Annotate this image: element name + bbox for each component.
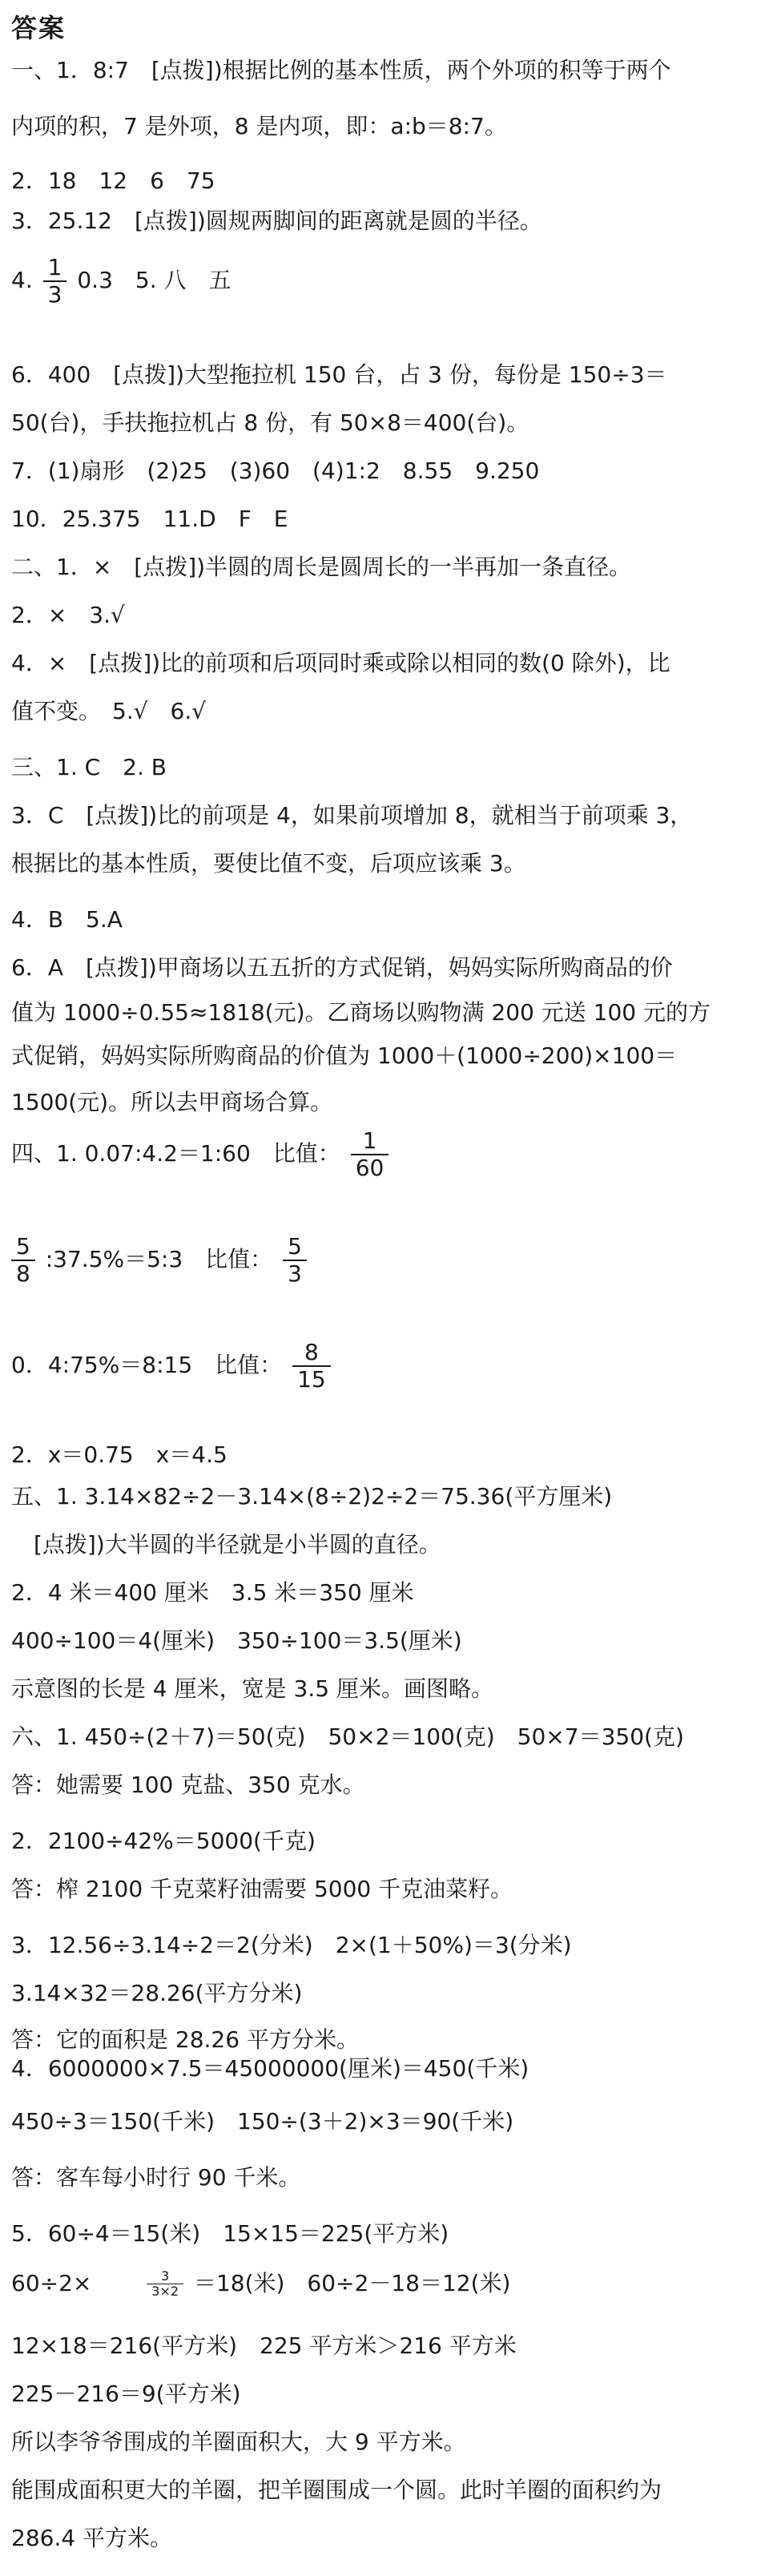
answer-line: 2．x＝0.75 x＝4.5 [11,1441,227,1468]
fraction-denominator: 3×2 [147,2284,183,2299]
answer-line: 示意图的长是 4 厘米，宽是 3.5 厘米。画图略。 [11,1675,493,1702]
answer-line: 式促销，妈妈实际所购商品的价值为 1000＋(1000÷200)×100＝ [11,1042,678,1069]
fraction-numerator: 1 [47,254,62,280]
page-title: 答案 [11,13,66,43]
text-segment: 0．4:75%＝8:15 比值： [11,1352,283,1379]
answer-line: 三、1. C 2. B [11,754,167,780]
answer-line: 3．12.56÷3.14÷2＝2(分米) 2×(1＋50%)＝3(分米) [11,1932,572,1958]
answer-line: 二、1．× [点拨])半圆的周长是圆周长的一半再加一条直径。 [11,554,632,580]
answer-line: 4．× [点拨])比的前项和后项同时乘或除以相同的数(0 除外)，比 [11,650,670,676]
fraction [43,255,67,308]
answer-line: 3．25.12 [点拨])圆规两脚间的距离就是圆的半径。 [11,208,542,234]
fraction-denominator: 15 [292,1365,331,1393]
fraction [11,1234,35,1287]
fraction [283,1234,307,1287]
answer-line: 225－216＝9(平方米) [11,2380,241,2407]
answer-line: 能围成面积更大的羊圈，把羊圈围成一个圆。此时羊圈的面积约为 [11,2477,662,2503]
answer-line: 6．A [点拨])甲商场以五五折的方式促销，妈妈实际所购商品的价 [11,954,673,981]
fraction-denominator: 8 [11,1260,35,1287]
answer-line: 一、1．8:7 [点拨])根据比例的基本性质，两个外项的积等于两个 [11,57,671,83]
text-segment: 0.3 5. 八 五 [77,267,232,294]
answer-line: 4．6000000×7.5＝45000000(厘米)＝450(千米) [11,2055,529,2082]
fraction-denominator: 3 [283,1260,307,1287]
answer-line: 2．18 12 6 75 [11,167,215,194]
answer-line-fraction [11,1234,747,1287]
text-segment: :37.5%＝5:3 比值： [45,1246,273,1273]
answer-line: 6．400 [点拨])大型拖拉机 150 台，占 3 份，每份是 150÷3＝ [11,361,667,388]
fraction [147,2269,183,2300]
answer-line: 2．× 3.√ [11,602,125,628]
text-segment: 4. [11,267,33,294]
answer-line: 值为 1000÷0.55≈1818(元)。乙商场以购物满 200 元送 100 元的方 [11,999,711,1026]
answer-line: 10．25.375 11.D F E [11,506,288,532]
fraction-numerator: 5 [16,1233,30,1260]
fraction [292,1340,331,1393]
answer-line-fraction [11,1340,747,1393]
text-segment: ＝18(米) 60÷2－18＝12(米) [193,2269,511,2296]
answer-line: [点拨])大半圆的半径就是小半圆的直径。 [11,1531,441,1558]
answer-line: 3．C [点拨])比的前项是 4，如果前项增加 8，就相当于前项乘 3， [11,802,693,828]
fraction-numerator: 3 [161,2268,170,2284]
fraction-denominator: 3 [43,280,67,308]
answer-line: 3.14×32＝28.26(平方分米) [11,1980,303,2006]
answer-line: 值不变。 5.√ 6.√ [11,698,207,724]
answer-line-fraction [11,255,747,308]
answer-line: 2．2100÷42%＝5000(千克) [11,1828,316,1854]
answer-line: 根据比的基本性质，要使比值不变，后项应该乘 3。 [11,850,526,877]
fraction-numerator: 8 [304,1339,319,1365]
answer-line: 1500(元)。所以去甲商场合算。 [11,1089,333,1115]
answer-line: 内项的积，7 是外项，8 是内项，即：a:b＝8:7。 [11,113,507,139]
fraction-numerator: 5 [288,1233,302,1260]
answer-line: 7．(1)扇形 (2)25 (3)60 (4)1:2 8.55 9.250 [11,458,540,484]
answer-line: 六、1. 450÷(2＋7)＝50(克) 50×2＝100(克) 50×7＝350(克) [11,1723,684,1750]
answer-line: 286.4 平方米。 [11,2525,173,2551]
answer-line: 50(台)，手扶拖拉机占 8 份，有 50×8＝400(台)。 [11,409,529,436]
answer-line: 2．4 米＝400 厘米 3.5 米＝350 厘米 [11,1579,414,1606]
answer-line-fraction [11,2269,747,2300]
answer-line: 五、1. 3.14×82÷2－3.14×(8÷2)2÷2＝75.36(平方厘米) [11,1483,613,1510]
fraction-denominator: 60 [351,1154,389,1181]
answer-line: 400÷100＝4(厘米) 350÷100＝3.5(厘米) [11,1627,462,1654]
text-segment: 四、1. 0.07:4.2＝1:60 比值： [11,1140,340,1167]
answer-line: 答：榨 2100 千克菜籽油需要 5000 千克油菜籽。 [11,1876,513,1902]
answer-line: 12×18＝216(平方米) 225 平方米＞216 平方米 [11,2332,517,2359]
answer-line: 答：它的面积是 28.26 平方分米。 [11,2026,359,2053]
answer-line: 450÷3＝150(千米) 150÷(3＋2)×3＝90(千米) [11,2108,514,2135]
text-segment: 60÷2× [11,2269,92,2296]
fraction-numerator: 1 [362,1127,377,1154]
answer-line: 答：客车每小时行 90 千米。 [11,2164,301,2191]
answer-line: 所以李爷爷围成的羊圈面积大，大 9 平方米。 [11,2429,466,2455]
answer-line: 5．60÷4＝15(米) 15×15＝225(平方米) [11,2220,449,2247]
fraction [351,1128,389,1181]
answer-line: 答：她需要 100 克盐、350 克水。 [11,1772,365,1798]
answer-line-fraction [11,1128,747,1181]
answer-line: 4．B 5.A [11,906,123,933]
